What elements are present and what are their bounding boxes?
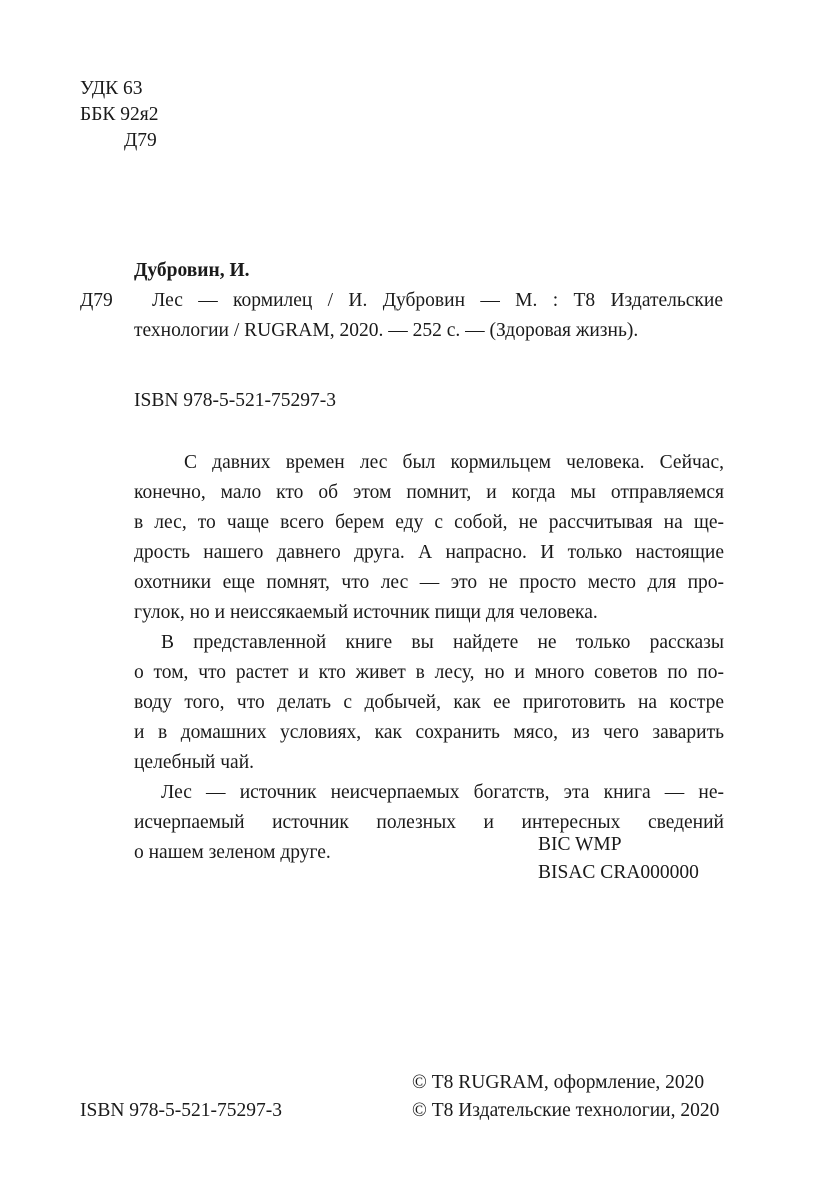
annotation-line: в лес, то чаще всего берем еду с собой, не рассчитывая на ще-	[134, 512, 724, 533]
copyright-design: © Т8 RUGRAM, оформление, 2020	[412, 1072, 705, 1093]
author-name: Дубровин, И.	[134, 260, 250, 281]
annotation-line: воду того, что делать с добычей, как ее приготовить на костре	[134, 692, 724, 713]
udk-code: УДК 63	[80, 78, 143, 99]
annotation-line: С давних времен лес был кормильцем человека. Сейчас,	[184, 452, 724, 473]
annotation-line: В представленной книге вы найдете не только рассказы	[161, 632, 724, 653]
annotation-line: и в домашних условиях, как сохранить мясо, из чего заварить	[134, 722, 724, 743]
annotation-line: Лес — источник неисчерпаемых богатств, эта книга — не-	[161, 782, 724, 803]
bic-code: BIC WMP	[538, 834, 622, 855]
annotation	[134, 448, 724, 868]
annotation-line: дрость нашего давнего друга. А напрасно. И только настоящие	[134, 542, 724, 563]
bbk-code: ББК 92я2	[80, 104, 159, 125]
footer-isbn: ISBN 978-5-521-75297-3	[80, 1100, 283, 1121]
bibliography-mark: Д79	[80, 290, 113, 311]
annotation-line: целебный чай.	[134, 752, 255, 773]
annotation-paragraph	[134, 628, 724, 778]
annotation-line: охотники еще помнят, что лес — это не просто место для про-	[134, 572, 724, 593]
annotation-paragraph	[134, 778, 724, 868]
annotation-paragraph	[134, 448, 724, 628]
annotation-line: о том, что растет и кто живет в лесу, но и много советов по по-	[134, 662, 724, 683]
isbn-line: ISBN 978-5-521-75297-3	[134, 390, 337, 411]
annotation-line: гулок, но и неиссякаемый источник пищи для человека.	[134, 602, 598, 623]
annotation-line: исчерпаемый источник полезных и интересных сведений	[134, 812, 724, 833]
author-mark: Д79	[124, 130, 157, 151]
annotation-line: конечно, мало кто об этом помнит, и когда мы отправляемся	[134, 482, 724, 503]
record-line: Лес — кормилец / И. Дубровин — М. : Т8 Издательские	[152, 290, 723, 311]
bisac-code: BISAC CRA000000	[538, 862, 699, 883]
annotation-line: о нашем зеленом друге.	[134, 842, 331, 863]
record-line: технологии / RUGRAM, 2020. — 252 с. — (Здоровая жизнь).	[134, 320, 639, 341]
bibliographic-record	[134, 286, 723, 346]
copyright-publisher: © Т8 Издательские технологии, 2020	[412, 1100, 720, 1121]
